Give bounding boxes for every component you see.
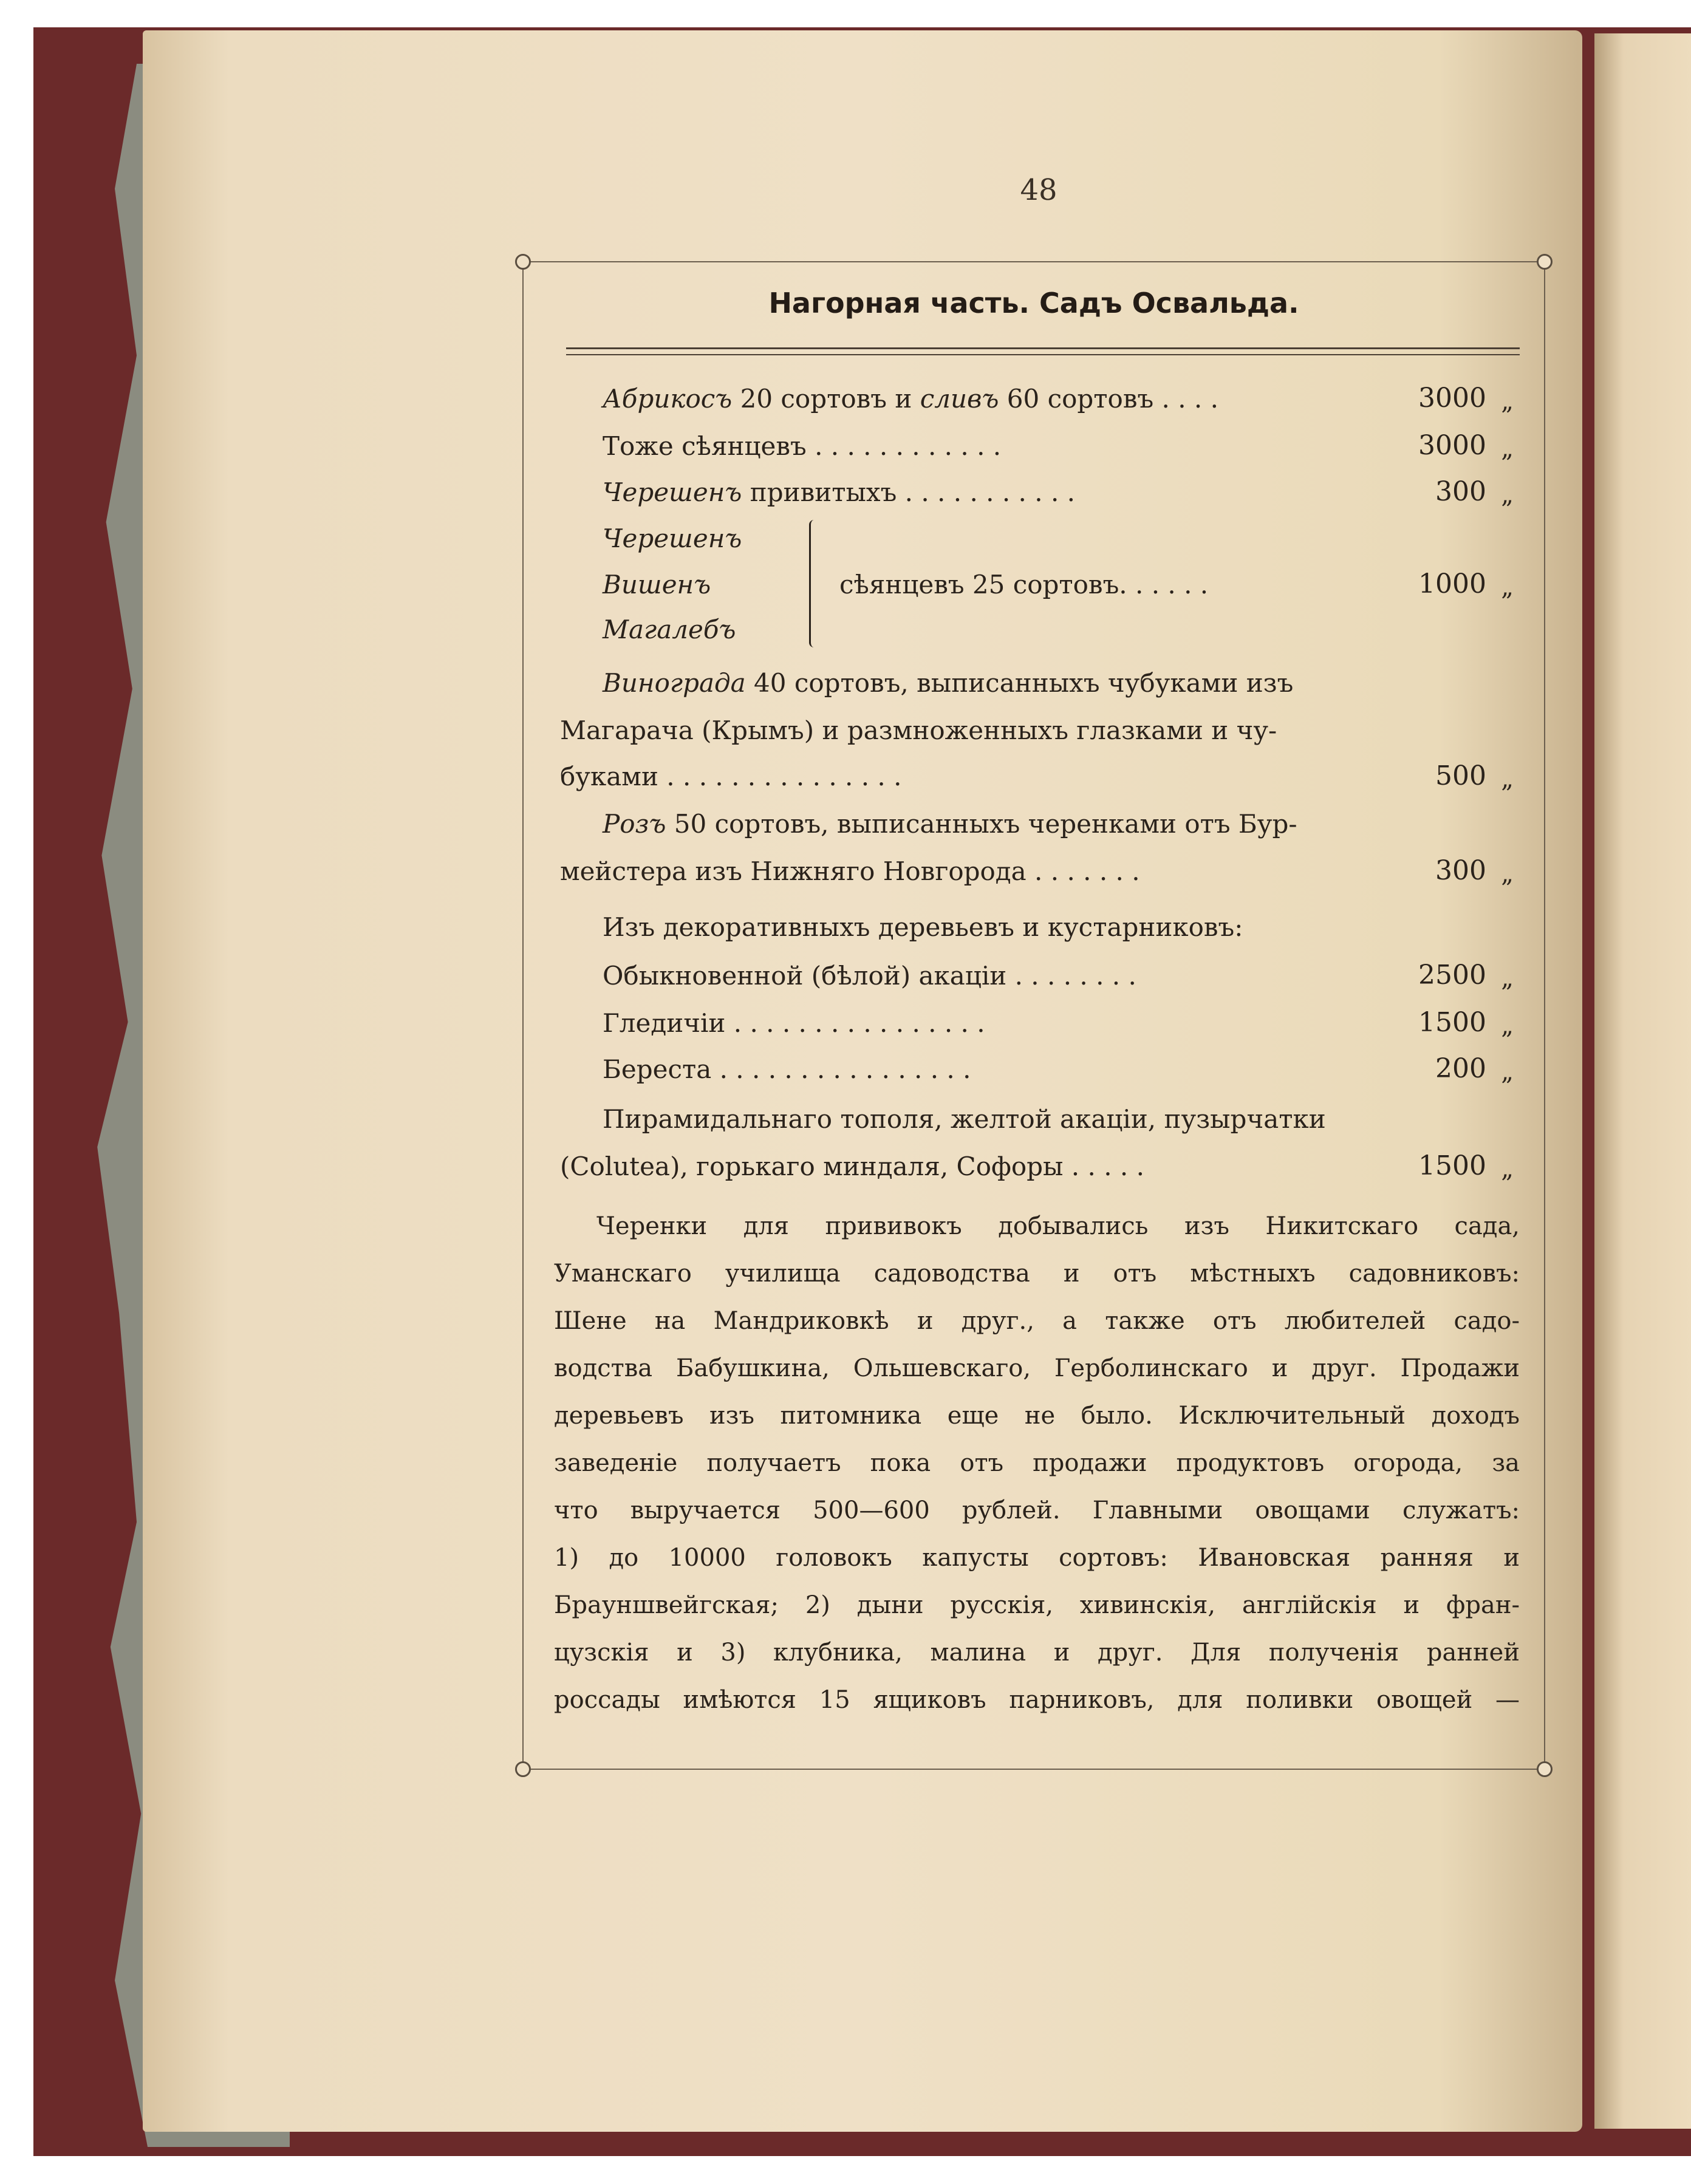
list-item: Тоже сѣянцевъ . . . . . . . . . . . . — [603, 431, 1002, 461]
quantity: 500 — [1435, 760, 1486, 791]
paragraph-line: Уманскаго училища садоводства и отъ мѣстныхъ садовниковъ: — [554, 1260, 1520, 1288]
paragraph-line: Шене на Мандриковкѣ и друг., а также отъ любителей садо- — [554, 1307, 1520, 1335]
ditto-mark: „ — [1501, 387, 1514, 415]
list-item: Винограда 40 сортовъ, выписанныхъ чубуками изъ — [603, 668, 1294, 698]
page-number: 48 — [1020, 173, 1057, 207]
group-description: сѣянцевъ 25 сортовъ. . . . . . — [839, 570, 1209, 599]
quantity: 300 — [1435, 855, 1486, 886]
ditto-mark: „ — [1501, 481, 1514, 509]
subsection-title: Изъ декоративныхъ деревьевъ и кустарниковъ: — [603, 912, 1243, 942]
group-name: Черешенъ — [603, 524, 742, 553]
ditto-mark: „ — [1501, 1155, 1514, 1183]
next-page-edge — [1594, 33, 1691, 2129]
list-item: Гледичіи . . . . . . . . . . . . . . . . — [603, 1008, 985, 1038]
paragraph-line: цузскія и 3) клубника, малина и друг. Для полученія ранней — [554, 1639, 1520, 1667]
corner-ornament-icon — [1537, 254, 1553, 270]
quantity: 1500 — [1418, 1150, 1486, 1181]
paragraph-line: заведеніе получаетъ пока отъ продажи продуктовъ огорода, за — [554, 1449, 1520, 1477]
list-item-continued: Магарача (Крымъ) и размноженныхъ глазками и чу- — [560, 715, 1277, 745]
ditto-mark: „ — [1501, 435, 1514, 463]
group-name: Вишенъ — [603, 570, 711, 599]
list-item: Береста . . . . . . . . . . . . . . . . — [603, 1054, 971, 1084]
group-name: Магалебъ — [603, 615, 736, 644]
quantity: 300 — [1435, 476, 1486, 507]
section-heading: Нагорная часть. Садъ Освальда. — [768, 287, 1299, 319]
content-frame — [522, 261, 1545, 1770]
list-item: Черешенъ привитыхъ . . . . . . . . . . . — [603, 477, 1076, 507]
ditto-mark: „ — [1501, 1012, 1514, 1040]
paragraph-line: водства Бабушкина, Ольшевскаго, Герболинскаго и друг. Продажи — [554, 1354, 1520, 1382]
list-item: Абрикосъ 20 сортовъ и сливъ 60 сортовъ . . . . — [603, 384, 1218, 414]
heading-rule — [566, 347, 1520, 355]
quantity: 1000 — [1418, 568, 1486, 599]
quantity: 3000 — [1418, 430, 1486, 461]
quantity: 2500 — [1418, 960, 1486, 991]
ditto-mark: „ — [1501, 860, 1514, 888]
quantity: 1500 — [1418, 1007, 1486, 1038]
corner-ornament-icon — [515, 1761, 531, 1777]
paragraph-line: деревьевъ изъ питомника еще не было. Исключительный доходъ — [554, 1402, 1520, 1430]
ditto-mark: „ — [1501, 573, 1514, 601]
ditto-mark: „ — [1501, 1058, 1514, 1086]
paragraph-line: 1) до 10000 головокъ капусты сортовъ: Ивановская ранняя и — [554, 1544, 1520, 1572]
ditto-mark: „ — [1501, 765, 1514, 793]
list-item-continued: (Colutea), горькаго миндаля, Софоры . . . . . — [560, 1152, 1144, 1181]
list-item: Розъ 50 сортовъ, выписанныхъ черенками отъ Бур- — [603, 809, 1297, 839]
paragraph-line: россады имѣются 15 ящиковъ парниковъ, для поливки овощей — — [554, 1686, 1520, 1714]
corner-ornament-icon — [1537, 1761, 1553, 1777]
paragraph-line: Брауншвейгская; 2) дыни русскія, хивинскія, англійскія и фран- — [554, 1591, 1520, 1619]
quantity: 3000 — [1418, 383, 1486, 414]
corner-ornament-icon — [515, 254, 531, 270]
list-item-continued: мейстера изъ Нижняго Новгорода . . . . . . . — [560, 856, 1140, 886]
paragraph-line: что выручается 500—600 рублей. Главными овощами служатъ: — [554, 1496, 1520, 1524]
brace-icon — [809, 520, 819, 647]
list-item: Обыкновенной (бѣлой) акаціи . . . . . . . . — [603, 961, 1136, 991]
list-item-continued: буками . . . . . . . . . . . . . . . — [560, 762, 902, 791]
list-item: Пирамидальнаго тополя, желтой акаціи, пузырчатки — [603, 1104, 1326, 1134]
paragraph-line: Черенки для прививокъ добывались изъ Никитскаго сада, — [596, 1212, 1520, 1240]
quantity: 200 — [1435, 1053, 1486, 1084]
ditto-mark: „ — [1501, 964, 1514, 992]
